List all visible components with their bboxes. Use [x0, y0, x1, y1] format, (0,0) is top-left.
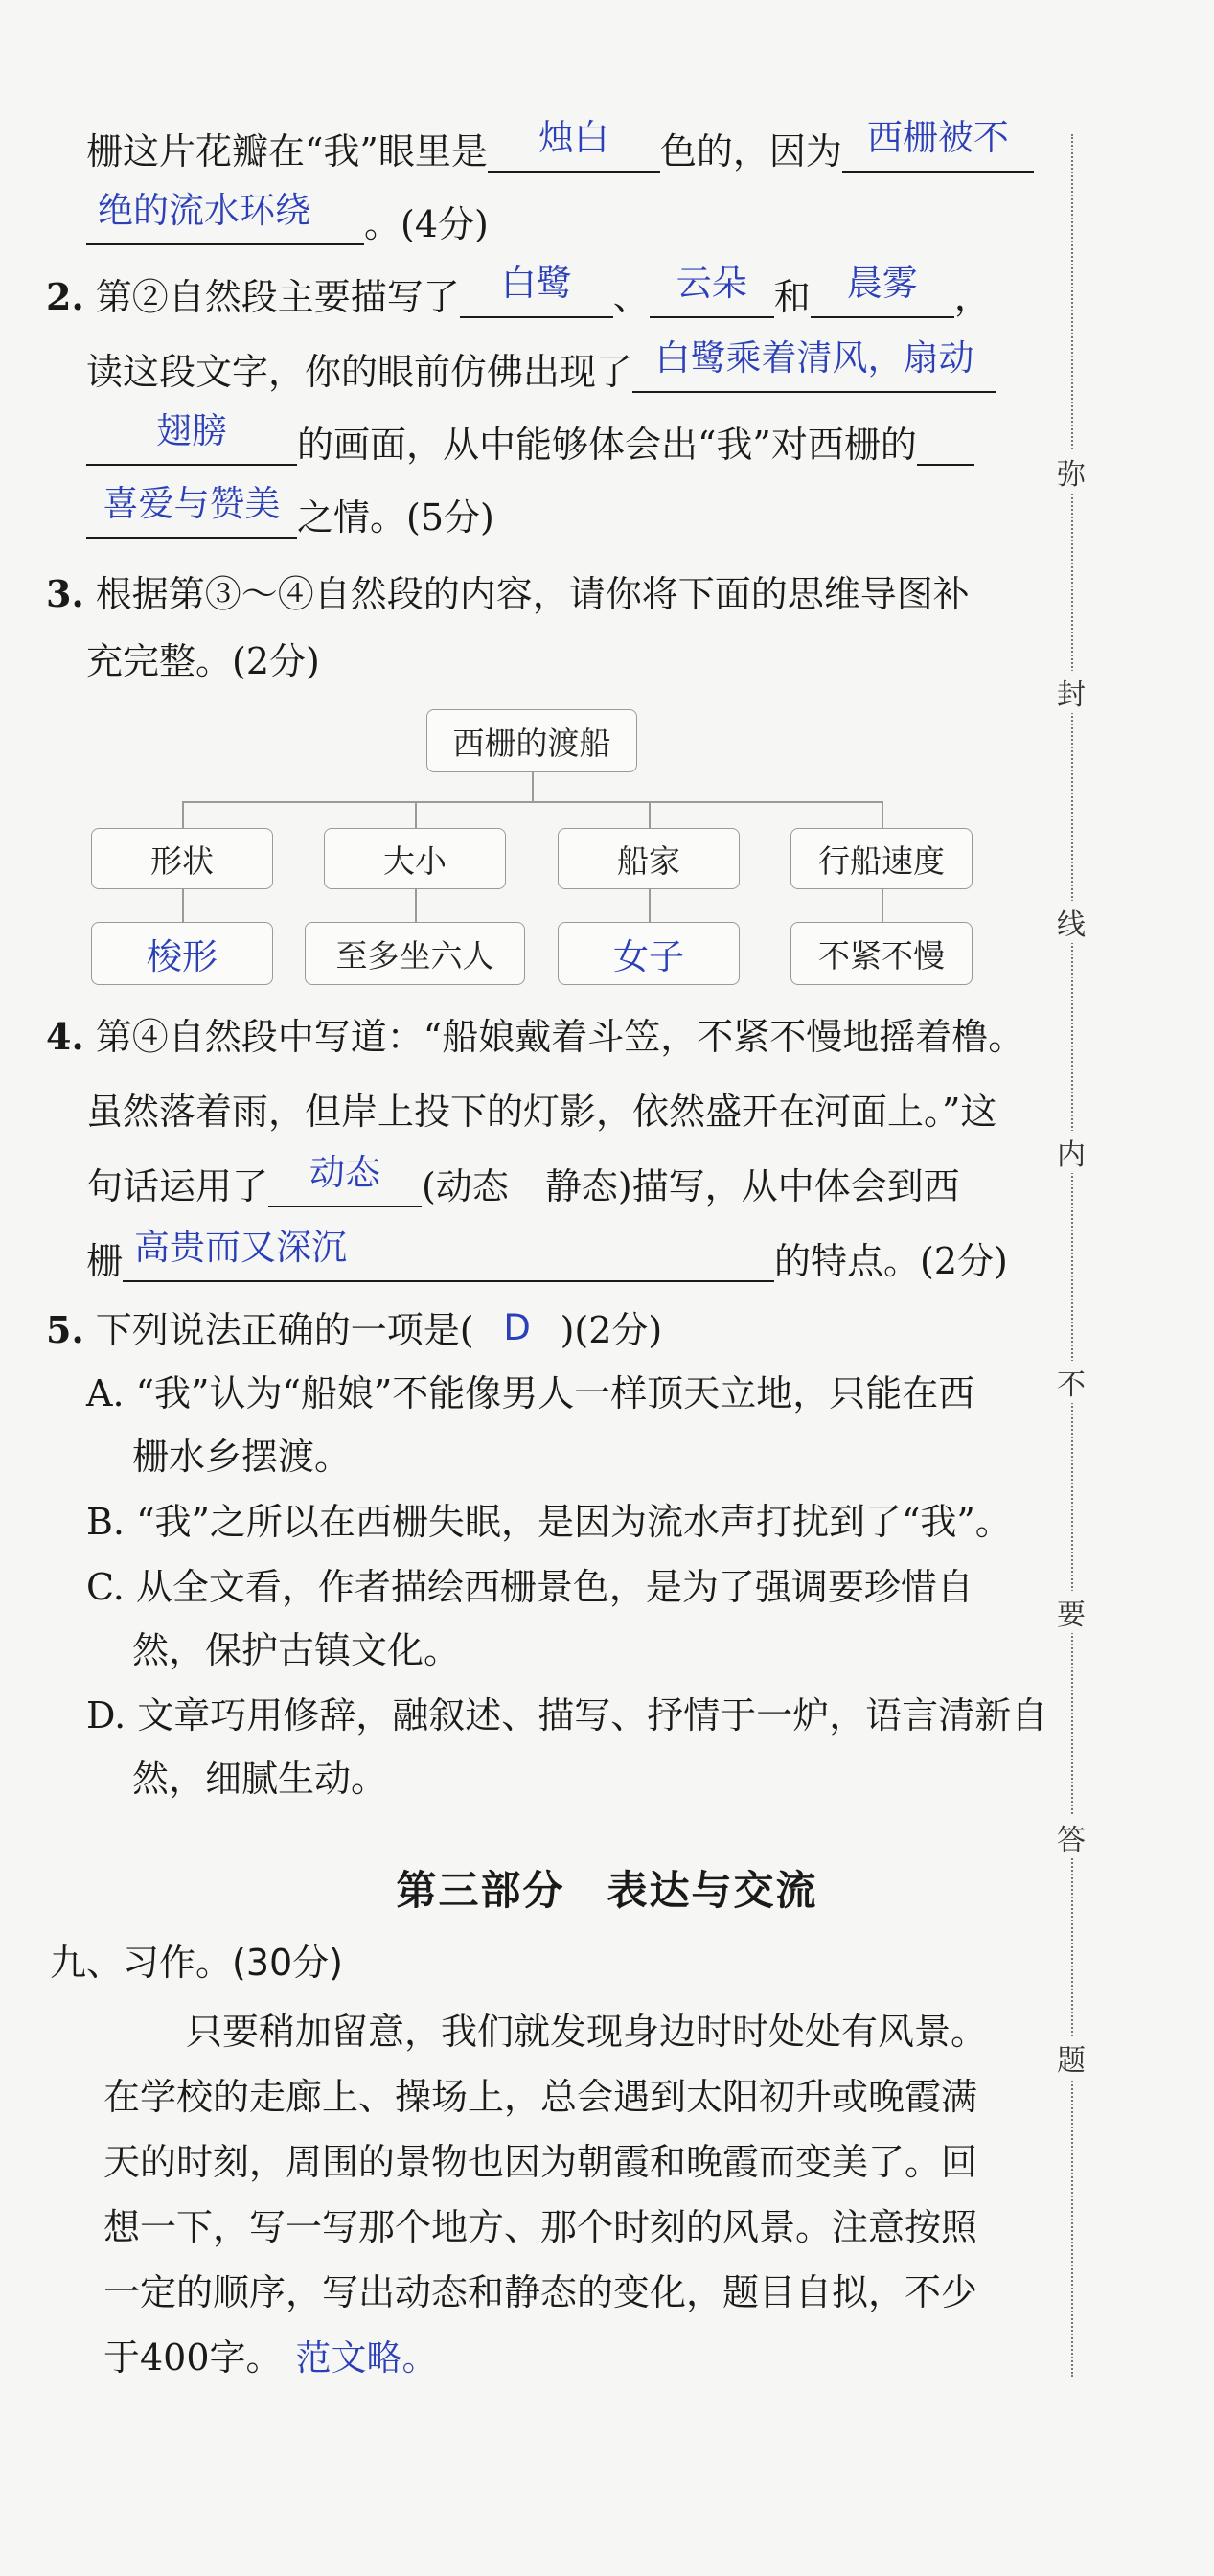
mindmap-drop-1 — [182, 801, 184, 830]
q4-answer-2: 高贵而又深沉 — [134, 1227, 348, 1268]
mindmap-branch-label: 大小 — [324, 828, 506, 889]
seal-char: 要 — [1052, 1591, 1090, 1633]
mindmap-branch-label: 行船速度 — [790, 828, 973, 889]
q5-option-a-text: A. “我”认为“船娘”不能像男人一样顶天立地，只能在西 — [86, 1372, 975, 1414]
mindmap-drop-4 — [882, 801, 883, 830]
seal-char: 内 — [1052, 1131, 1090, 1173]
q2-answer-4: 白鹭乘着清风，扇动 — [654, 337, 974, 379]
q2-blank-1[interactable] — [460, 263, 613, 318]
mindmap-value-box: 至多坐六人 — [305, 922, 525, 985]
q9-para-line4: 想一下，写一写那个地方、那个时刻的风景。注意按照 — [103, 2206, 978, 2248]
q2-line4 — [86, 483, 494, 542]
q2-answer-5: 翅膀 — [156, 410, 227, 451]
q3-line2 — [86, 636, 320, 686]
mindmap-crossbar — [182, 801, 882, 803]
section-title: 第三部分 表达与交流 — [396, 1867, 818, 1914]
q2-text-d: 读这段文字，你的眼前仿佛出现了 — [86, 351, 633, 393]
q3-text-b: 充完整。(2分) — [86, 640, 320, 682]
q5-option-c[interactable] — [86, 1562, 973, 1612]
q4-blank-2[interactable] — [123, 1227, 774, 1282]
q9-para-line6 — [103, 2333, 451, 2383]
q5-option-c-text: C. 从全文看，作者描绘西栅景色，是为了强调要珍惜自 — [86, 1566, 973, 1608]
q1-blank-2[interactable] — [842, 117, 1034, 172]
q5-text-b: )(2分) — [560, 1309, 663, 1351]
q4-line2 — [86, 1087, 996, 1137]
mindmap-branch-label: 形状 — [91, 828, 273, 889]
mindmap-answer-box[interactable]: 女子 — [558, 922, 740, 985]
q1-answer-3: 绝的流水环绕 — [98, 190, 310, 231]
q2-text-a: 第②自然段主要描写了 — [95, 276, 460, 318]
q1-text-c: 。(4分) — [364, 203, 489, 245]
q2-number: 2. — [46, 275, 84, 318]
q5-text-a: 下列说法正确的一项是( — [95, 1309, 474, 1351]
q4-text-e: 栅 — [86, 1240, 124, 1282]
q1-blank-1[interactable] — [488, 117, 660, 172]
q5-answer: D — [503, 1307, 531, 1348]
mindmap-value-box: 不紧不慢 — [790, 922, 973, 985]
q4-line1 — [46, 1012, 1024, 1062]
q3-line1 — [46, 569, 970, 619]
q5-option-c-cont — [132, 1625, 460, 1675]
q4-text-f: 的特点。(2分) — [774, 1240, 1008, 1282]
q5-option-c-text2: 然，保护古镇文化。 — [132, 1629, 461, 1671]
q5-option-a-cont — [132, 1432, 351, 1482]
mindmap-drop-2 — [415, 801, 417, 830]
q2-answer-2: 云朵 — [676, 263, 747, 304]
q9-answer: 范文略。 — [295, 2337, 438, 2379]
q3-text-a: 根据第③～④自然段的内容，请你将下面的思维导图补 — [95, 573, 970, 615]
q2-text-c: ， — [953, 276, 991, 318]
mindmap-connector — [182, 889, 184, 922]
q2-blank-5[interactable] — [86, 410, 297, 466]
q2-line3 — [86, 410, 974, 470]
seal-char: 线 — [1052, 901, 1090, 943]
q2-blank-6a[interactable] — [917, 420, 974, 466]
q2-answer-6: 喜爱与赞美 — [103, 483, 281, 524]
q5-line1 — [46, 1305, 662, 1355]
mindmap-connector — [649, 889, 651, 922]
q5-option-b[interactable] — [86, 1497, 1012, 1547]
q1-blank-3[interactable] — [86, 190, 364, 245]
q1-text-a: 栅这片花瓣在“我”眼里是 — [86, 130, 488, 172]
q4-text-c: 句话运用了 — [86, 1165, 269, 1208]
q4-blank-1[interactable] — [268, 1152, 422, 1208]
q1-answer-1: 烛白 — [538, 117, 609, 158]
q4-text-a: 第④自然段中写道：“船娘戴着斗笠，不紧不慢地摇着橹。 — [95, 1016, 1025, 1058]
q5-number: 5. — [46, 1308, 84, 1351]
mindmap-stem — [532, 772, 534, 801]
q4-text-d: (动态 静态)描写，从中体会到西 — [422, 1165, 960, 1208]
q5-option-a-text2: 栅水乡摆渡。 — [132, 1436, 352, 1478]
q9-heading: 九、习作。(30分) — [50, 1942, 344, 1984]
q2-text-e: 的画面，从中能够体会出“我”对西栅的 — [297, 424, 917, 466]
q4-text-b: 虽然落着雨，但岸上投下的灯影，依然盛开在河面上。”这 — [86, 1091, 997, 1133]
seal-char: 弥 — [1052, 450, 1090, 493]
q4-line4 — [86, 1227, 1008, 1286]
q3-number: 3. — [46, 572, 84, 615]
q9-para-line2: 在学校的走廊上、操场上，总会遇到太阳初升或晚霞满 — [103, 2076, 978, 2118]
q4-line3 — [86, 1152, 960, 1211]
seal-char: 封 — [1052, 671, 1090, 713]
q5-option-d-text: D. 文章巧用修辞，融叙述、描写、抒情于一炉，语言清新自 — [86, 1694, 1048, 1736]
mindmap-drop-3 — [649, 801, 651, 830]
q5-option-d[interactable] — [86, 1690, 1047, 1740]
q5-option-a[interactable] — [86, 1368, 974, 1418]
q2-answer-1: 白鹭 — [500, 263, 572, 304]
mindmap-connector — [415, 889, 417, 922]
q2-blank-6[interactable] — [86, 483, 297, 539]
q9-para-text6: 于400字。 — [103, 2336, 283, 2379]
seal-char: 题 — [1052, 2036, 1090, 2079]
q9-para-line5: 一定的顺序，写出动态和静态的变化，题目自拟，不少 — [103, 2271, 978, 2313]
q4-answer-1: 动态 — [309, 1152, 381, 1193]
q9-para-line1: 只要稍加留意，我们就发现身边时时处处有风景。 — [186, 2011, 988, 2053]
seal-char: 不 — [1052, 1361, 1090, 1403]
q1-answer-2: 西栅被不 — [866, 117, 1009, 158]
q2-text-b: 和 — [773, 276, 811, 318]
q5-answer-slot[interactable] — [474, 1305, 561, 1355]
q2-line2 — [86, 337, 996, 397]
q9-para-line3: 天的时刻，周围的景物也因为朝霞和晚霞而变美了。回 — [103, 2141, 978, 2183]
q2-separator: 、 — [612, 276, 650, 318]
q2-text-f: 之情。(5分) — [297, 496, 494, 539]
q5-option-d-cont — [132, 1754, 387, 1804]
q2-answer-3: 晨雾 — [846, 263, 918, 304]
mindmap-answer-box[interactable]: 梭形 — [91, 922, 273, 985]
q2-line1 — [46, 263, 991, 322]
mindmap-connector — [882, 889, 883, 922]
q4-number: 4. — [46, 1015, 84, 1058]
q5-option-d-text2: 然，细腻生动。 — [132, 1758, 388, 1800]
q2-blank-4[interactable] — [632, 337, 996, 393]
q1-line1 — [86, 117, 1034, 176]
q2-blank-2[interactable] — [650, 263, 774, 318]
mindmap-root: 西栅的渡船 — [426, 709, 637, 772]
mindmap-branch-label: 船家 — [558, 828, 740, 889]
q1-line2 — [86, 190, 489, 249]
q2-blank-3[interactable] — [811, 263, 954, 318]
q5-option-b-text: B. “我”之所以在西栅失眠，是因为流水声打扰到了“我”。 — [86, 1501, 1012, 1543]
seal-char: 答 — [1052, 1816, 1090, 1858]
q1-text-b: 色的，因为 — [659, 130, 842, 172]
